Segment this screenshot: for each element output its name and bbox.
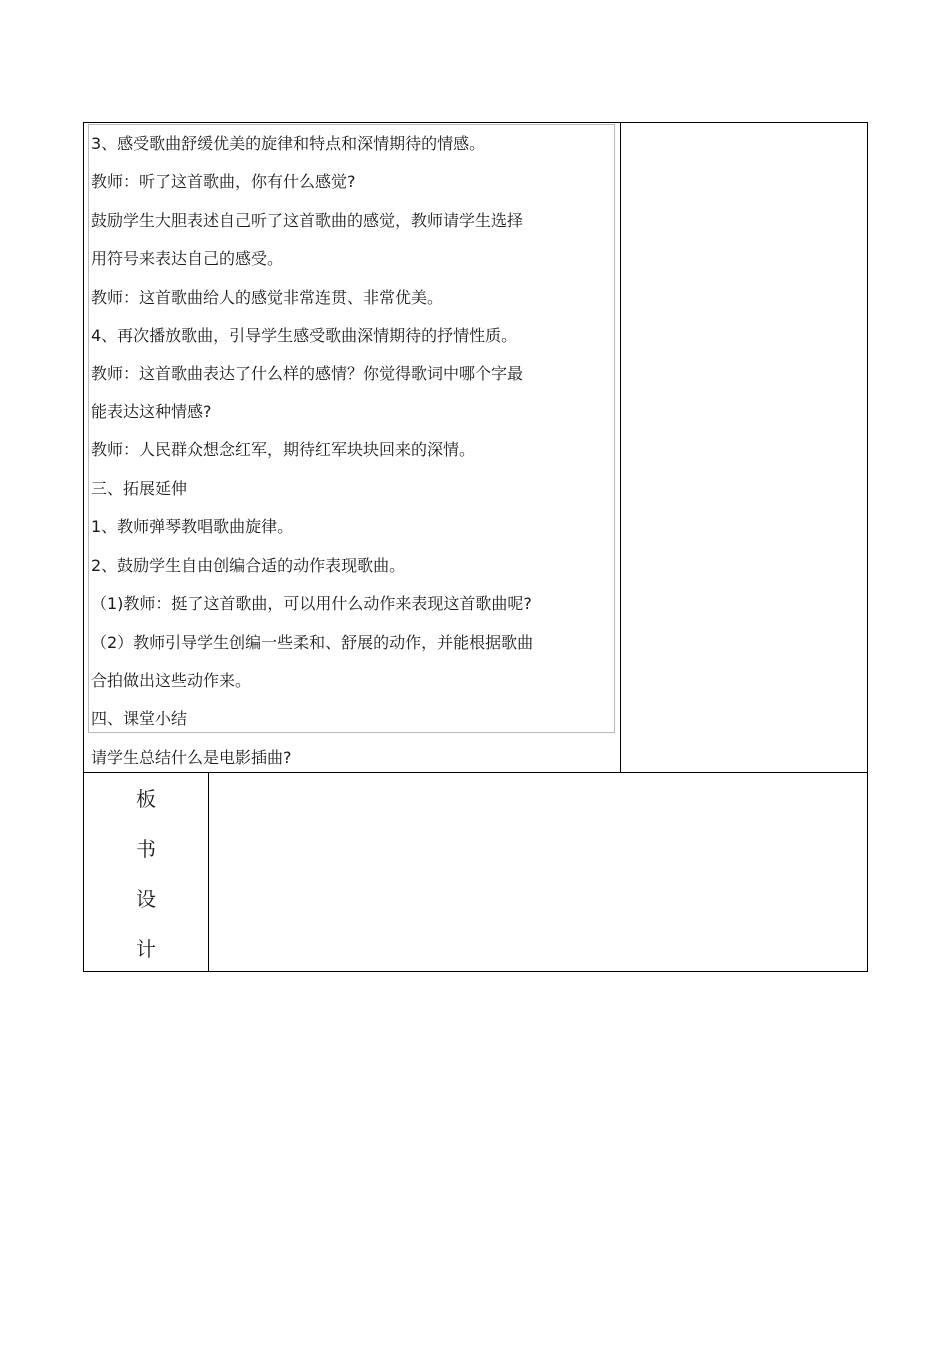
lesson-line-11: 1、教师弹琴教唱歌曲旋律。 [91,517,294,536]
lesson-line-5: 教师：这首歌曲给人的感觉非常连贯、非常优美。 [91,288,444,307]
lesson-line-13: （1)教师：挺了这首歌曲，可以用什么动作来表现这首歌曲呢? [91,594,532,613]
lesson-line-3: 鼓励学生大胆表述自己听了这首歌曲的感觉，教师请学生选择 [91,211,524,230]
lesson-line-6: 4、再次播放歌曲，引导学生感受歌曲深情期待的抒情性质。 [91,326,518,345]
lesson-line-9: 教师：人民群众想念红军，期待红军块块回来的深情。 [91,440,476,459]
lesson-line-15: 合拍做出这些动作来。 [91,671,252,690]
board-design-label-char-3: 设 [136,887,156,911]
section-heading-extension: 三、拓展延伸 [91,479,188,498]
lesson-line-1: 3、感受歌曲舒缓优美的旋律和特点和深情期待的情感。 [91,134,486,153]
lesson-line-17: 请学生总结什么是电影插曲? [91,748,292,767]
lesson-line-12: 2、鼓励学生自由创编合适的动作表现歌曲。 [91,556,406,575]
board-design-label-char-1: 板 [136,787,156,811]
board-design-content-area [209,773,867,971]
lesson-line-4: 用符号来表达自己的感受。 [91,249,284,268]
board-design-label-char-4: 计 [136,937,156,961]
upper-column-divider [620,122,621,773]
section-heading-summary: 四、课堂小结 [91,709,188,728]
board-design-label-char-2: 书 [136,837,156,861]
lesson-line-14: （2）教师引导学生创编一些柔和、舒展的动作，并能根据歌曲 [91,633,534,652]
lesson-line-2: 教师：听了这首歌曲，你有什么感觉? [91,172,356,191]
lesson-line-7: 教师：这首歌曲表达了什么样的感情？你觉得歌词中哪个字最 [91,364,524,383]
lesson-line-8: 能表达这种情感? [91,402,212,421]
